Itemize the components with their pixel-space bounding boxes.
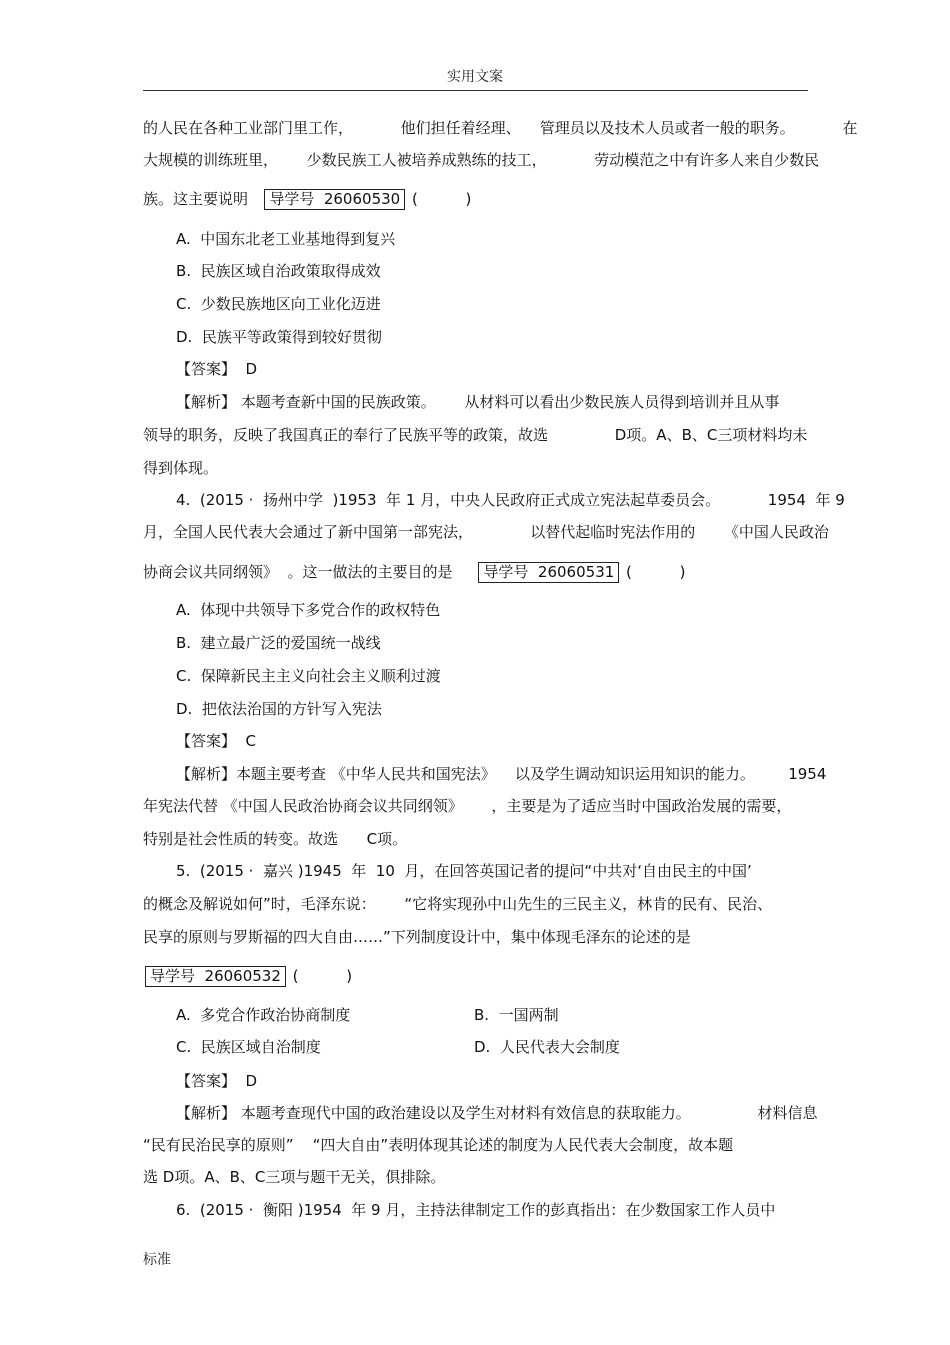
q3-answer: 【答案】 D bbox=[176, 360, 258, 378]
q4-answer: 【答案】 C bbox=[176, 732, 257, 750]
q4-analysis-line-3: 特别是社会性质的转变。故选 C项。 bbox=[143, 830, 408, 848]
q4-option-c: C. 保障新民主主义向社会主义顺利过渡 bbox=[176, 667, 441, 685]
q6-stem-line-1: 6. (2015 · 衡阳 )1954 年 9 月，主持法律制定工作的彭真指出：在少数国家工作人员中 bbox=[176, 1201, 776, 1219]
q4-stem-line-2: 月，全国人民代表大会通过了新中国第一部宪法， 以替代起临时宪法作用的 《中国人民政治 bbox=[143, 523, 829, 541]
q3-stem-line-1: 的人民在各种工业部门里工作， 他们担任着经理、 管理员以及技术人员或者一般的职务。 在 bbox=[143, 119, 858, 137]
q4-stem-text: 协商会议共同纲领》 。这一做法的主要目的是 bbox=[143, 563, 477, 581]
q3-answer-paren: ( ) bbox=[407, 190, 472, 208]
q5-stem-line-3: 民享的原则与罗斯福的四大自由……”下列制度设计中，集中体现毛泽东的论述的是 bbox=[143, 928, 691, 946]
q5-stem-line-4 bbox=[143, 966, 352, 987]
q5-option-a: A. 多党合作政治协商制度 bbox=[176, 1006, 351, 1024]
q4-reference-box: 导学号 26060531 bbox=[478, 562, 619, 583]
q5-stem-line-1: 5. (2015 · 嘉兴 )1945 年 10 月，在回答英国记者的提问“中共对‘自由民主的中国’ bbox=[176, 862, 752, 880]
q4-stem-line-1: 4. (2015 · 扬州中学 )1953 年 1 月，中央人民政府正式成立宪法起草委员会。 1954 年 9 bbox=[176, 491, 845, 509]
q3-analysis-line-3: 得到体现。 bbox=[143, 459, 219, 477]
q5-analysis-line-3: 选 D项。A、B、C三项与题干无关，俱排除。 bbox=[143, 1168, 446, 1186]
q5-answer: 【答案】 D bbox=[176, 1072, 258, 1090]
q3-option-d: D. 民族平等政策得到较好贯彻 bbox=[176, 328, 382, 346]
header-divider bbox=[143, 90, 808, 91]
q4-answer-paren: ( ) bbox=[621, 563, 686, 581]
page-footer: 标准 bbox=[143, 1252, 171, 1268]
q3-reference-box: 导学号 26060530 bbox=[264, 189, 405, 210]
q3-option-c: C. 少数民族地区向工业化迈进 bbox=[176, 295, 381, 313]
q3-stem-text: 族。这主要说明 bbox=[143, 190, 263, 208]
q5-analysis-line-2: “民有民治民享的原则” “四大自由”表明体现其论述的制度为人民代表大会制度，故本题 bbox=[143, 1136, 734, 1154]
q5-reference-box: 导学号 26060532 bbox=[145, 966, 286, 987]
q4-stem-line-3 bbox=[143, 562, 685, 583]
q3-stem-line-3 bbox=[143, 189, 471, 210]
q5-stem-line-2: 的概念及解说如何”时，毛泽东说： “它将实现孙中山先生的三民主义，林肯的民有、民治、 bbox=[143, 895, 773, 913]
q4-analysis-line-1: 【解析】本题主要考查 《中华人民共和国宪法》 以及学生调动知识运用知识的能力。 1954 bbox=[176, 765, 827, 783]
q4-option-d: D. 把依法治国的方针写入宪法 bbox=[176, 700, 382, 718]
q3-analysis-line-2: 领导的职务，反映了我国真正的奉行了民族平等的政策，故选 D项。A、B、C三项材料均未 bbox=[143, 426, 808, 444]
q4-option-b: B. 建立最广泛的爱国统一战线 bbox=[176, 634, 381, 652]
q3-option-a: A. 中国东北老工业基地得到复兴 bbox=[176, 230, 396, 248]
q5-answer-paren: ( ) bbox=[287, 967, 353, 985]
page-header: 实用文案 bbox=[447, 69, 503, 85]
q3-option-b: B. 民族区域自治政策取得成效 bbox=[176, 262, 381, 280]
q4-option-a: A. 体现中共领导下多党合作的政权特色 bbox=[176, 601, 441, 619]
q5-option-b: B. 一国两制 bbox=[474, 1006, 559, 1024]
q3-analysis-line-1: 【解析】 本题考查新中国的民族政策。 从材料可以看出少数民族人员得到培训并且从事 bbox=[176, 393, 780, 411]
q5-analysis-line-1: 【解析】 本题考查现代中国的政治建设以及学生对材料有效信息的获取能力。 材料信息 bbox=[176, 1104, 818, 1122]
q5-option-d: D. 人民代表大会制度 bbox=[474, 1038, 620, 1056]
q4-analysis-line-2: 年宪法代替 《中国人民政治协商会议共同纲领》 ，主要是为了适应当时中国政治发展的需要， bbox=[143, 797, 792, 815]
q3-stem-line-2: 大规模的训练班里， 少数民族工人被培养成熟练的技工， 劳动模范之中有许多人来自少数民 bbox=[143, 151, 820, 169]
q5-option-c: C. 民族区域自治制度 bbox=[176, 1038, 321, 1056]
